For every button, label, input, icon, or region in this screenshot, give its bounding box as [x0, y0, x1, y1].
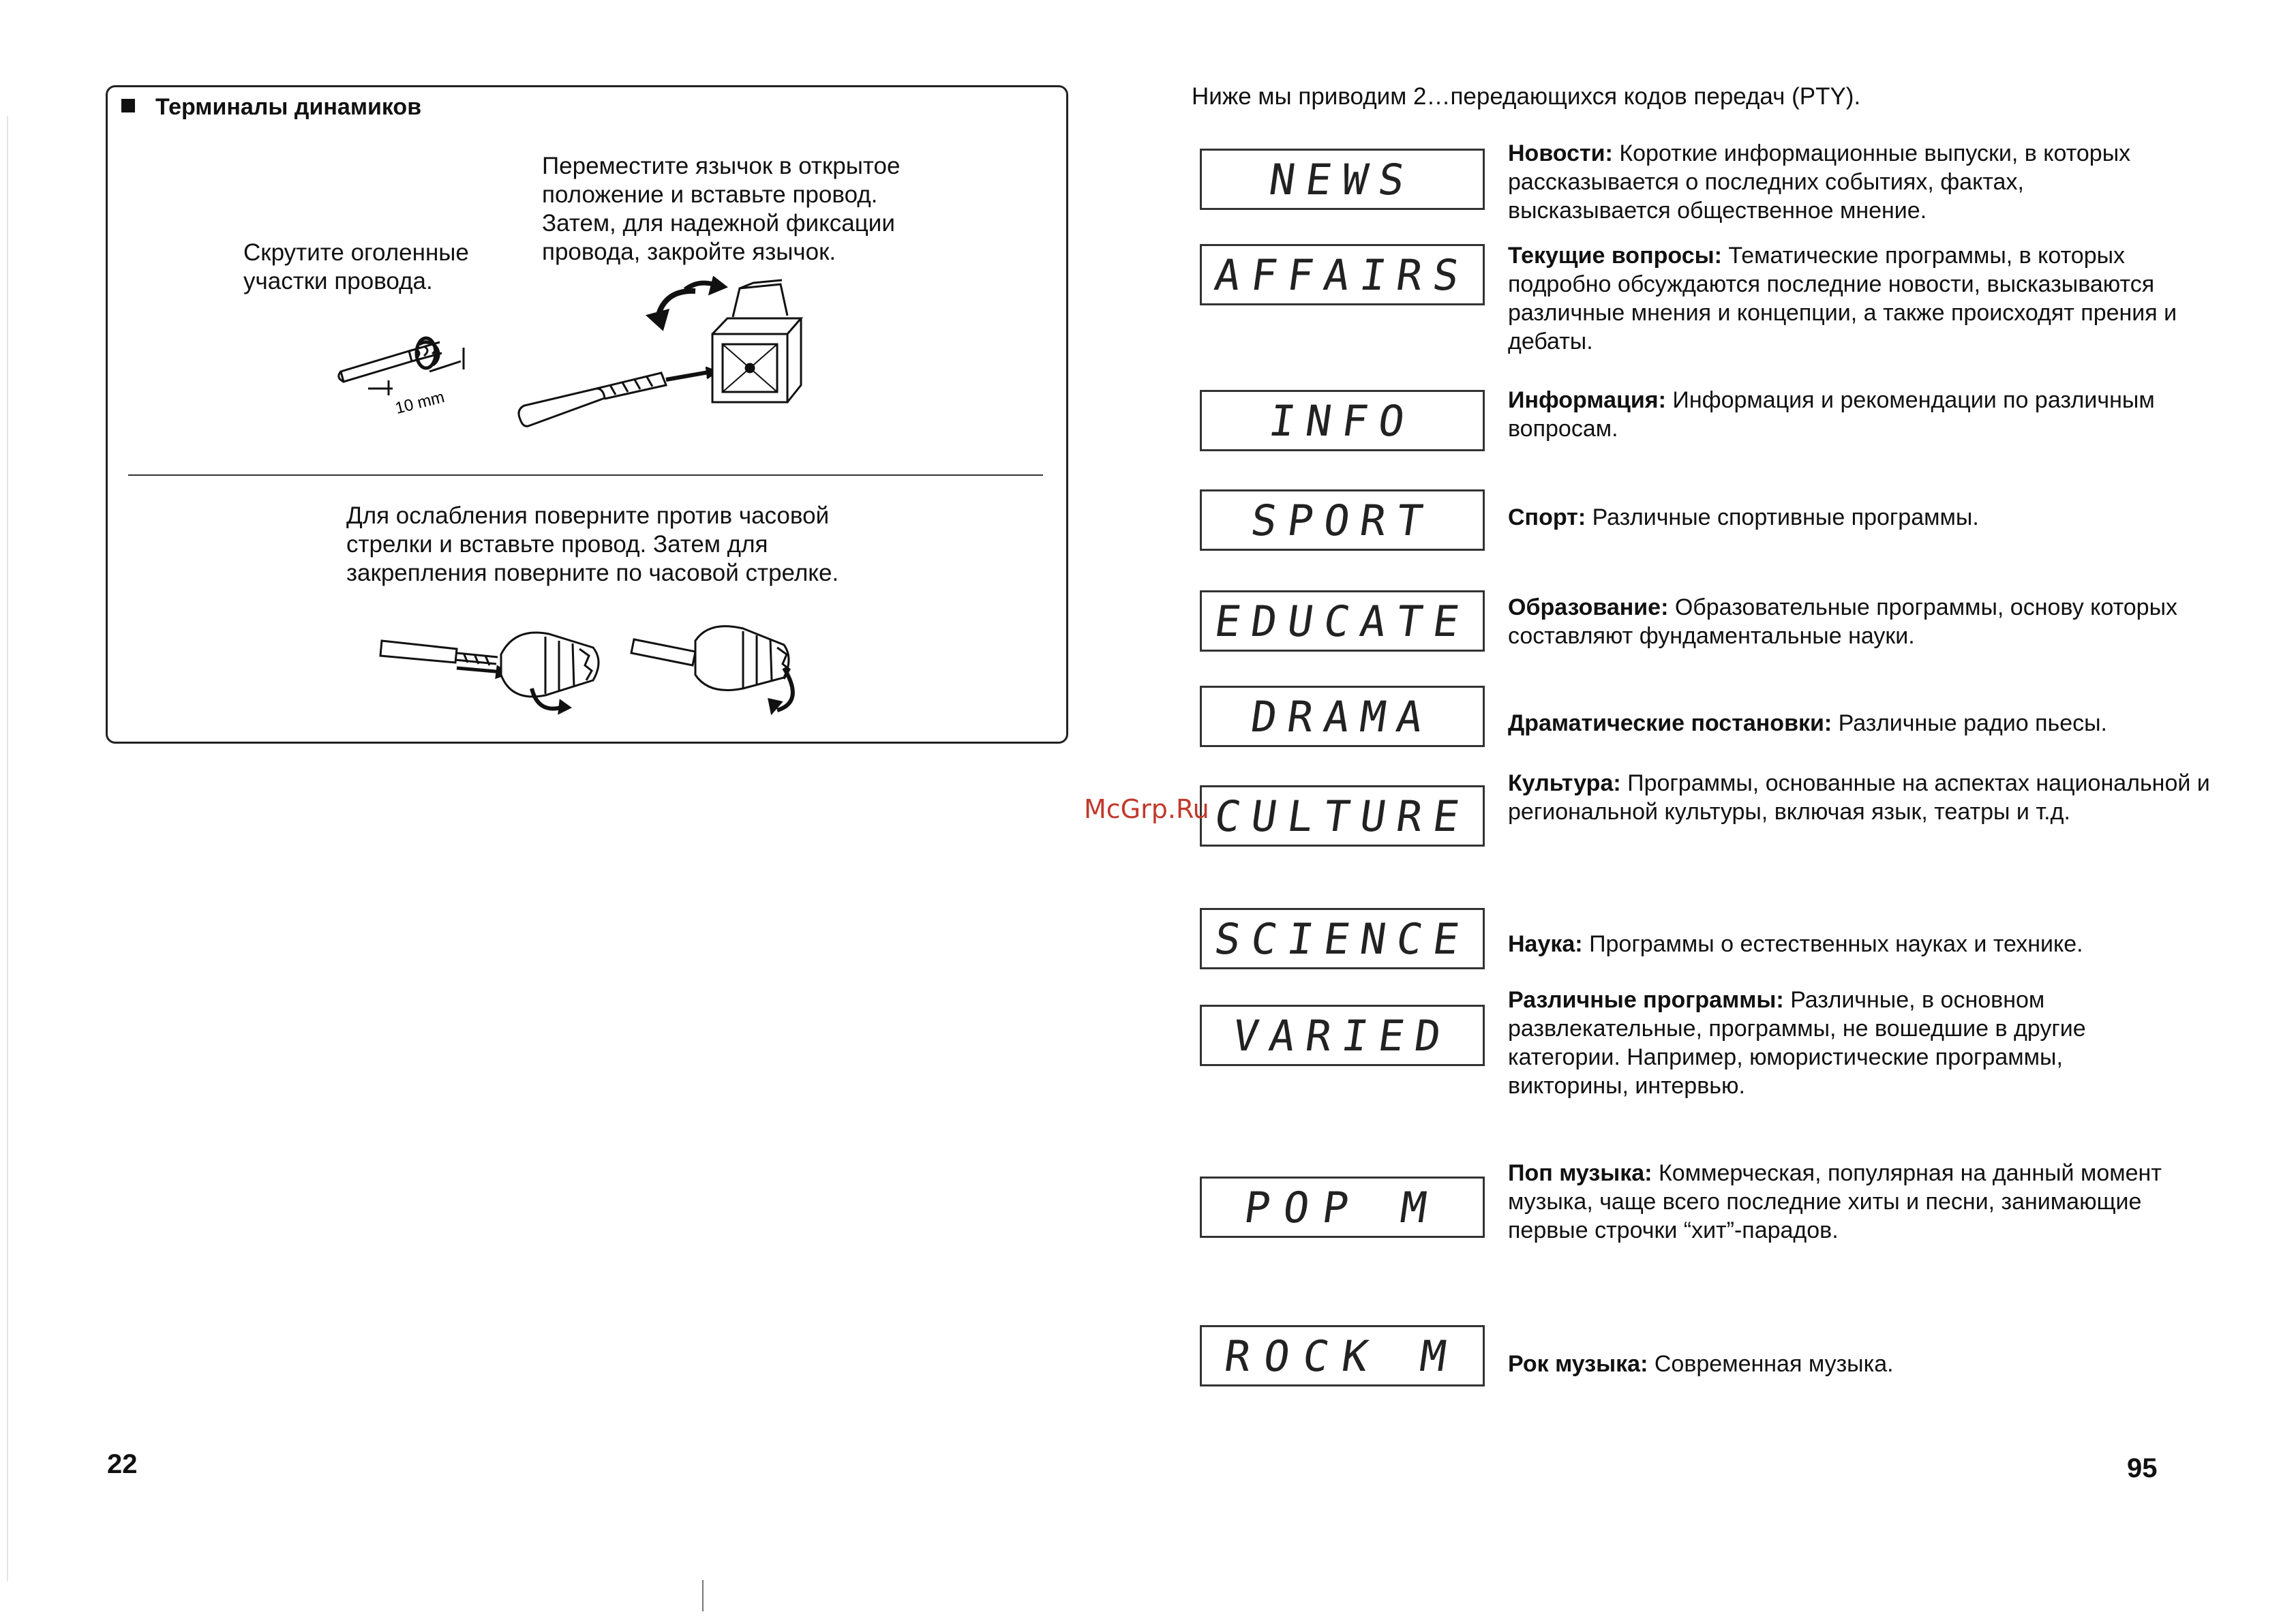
pty-text: Программы, основанные на аспектах национальной и региональной культуры, включая язык, театры и т.д. — [1508, 770, 2210, 825]
pty-description-info — [1508, 386, 2190, 443]
pty-term: Поп музыка: — [1508, 1160, 1652, 1186]
lcd-display-drama — [1200, 686, 1485, 747]
pty-description-pop-m — [1508, 1159, 2190, 1245]
pty-text: Различные спортивные программы. — [1586, 504, 1979, 530]
pty-text: Информация и рекомендации по различным вопросам. — [1508, 387, 2155, 442]
lcd-text: EDUCATE — [1211, 596, 1473, 646]
lcd-text: ROCK M — [1221, 1331, 1464, 1381]
pty-text: Современная музыка. — [1648, 1351, 1894, 1377]
lcd-text: NEWS — [1266, 154, 1419, 204]
watermark: McGrp.Ru — [1084, 794, 1209, 824]
lcd-text: POP M — [1241, 1182, 1444, 1232]
pty-text: Тематические программы, в которых подробно обсуждаются последние новости, высказываются различные мнения и концепции, а также происходят прения и дебаты. — [1508, 243, 2177, 354]
lcd-text: CULTURE — [1211, 791, 1473, 841]
pty-description-news — [1508, 139, 2190, 225]
section-title-text: Терминалы динамиков — [155, 94, 422, 120]
pty-term: Культура: — [1508, 770, 1621, 796]
pty-description-affairs — [1508, 241, 2190, 356]
twisted-wire-illustration — [327, 307, 504, 423]
pty-term: Различные программы: — [1508, 987, 1784, 1013]
pty-term: Текущие вопросы: — [1508, 243, 1722, 269]
dimension-label: 10 mm — [393, 387, 447, 418]
lcd-display-science — [1200, 908, 1485, 969]
lcd-display-news — [1200, 149, 1485, 210]
pty-term: Драматические постановки: — [1508, 710, 1832, 736]
pty-term: Наука: — [1508, 931, 1583, 957]
screw-terminal-illustration — [375, 613, 811, 729]
lcd-display-educate — [1200, 590, 1485, 652]
pty-term: Информация: — [1508, 387, 1666, 413]
lcd-display-varied — [1200, 1005, 1485, 1066]
binding-line — [702, 1580, 704, 1611]
bullet-square-icon — [121, 99, 135, 112]
twist-caption: Скрутите оголенные участки провода. — [243, 239, 469, 294]
pty-description-culture — [1508, 769, 2210, 826]
page-edge-line — [7, 116, 8, 1581]
pty-description-science — [1508, 930, 2258, 958]
pty-description-educate — [1508, 593, 2190, 650]
pty-text: Различные радио пьесы. — [1832, 710, 2108, 736]
lcd-text: AFFAIRS — [1211, 249, 1473, 300]
lcd-text: VARIED — [1229, 1010, 1455, 1061]
pty-term: Новости: — [1508, 140, 1613, 166]
section-title — [121, 94, 421, 121]
lcd-text: SPORT — [1248, 495, 1437, 545]
page-number-right: 95 — [2127, 1453, 2158, 1483]
lcd-text: DRAMA — [1248, 691, 1437, 742]
pty-text: Программы о естественных науках и технике. — [1582, 931, 2083, 957]
pty-intro: Ниже мы приводим 2…передающихся кодов передач (PTY). — [1192, 83, 1861, 110]
page-number-left: 22 — [107, 1449, 138, 1479]
pty-description-sport — [1508, 503, 2190, 532]
pty-term: Рок музыка: — [1508, 1351, 1648, 1377]
pty-description-drama — [1508, 709, 2271, 738]
pty-text: Коммерческая, популярная на данный момент музыка, чаще всего последние хиты и песни, занимающие первые строчки “хит”-парадов. — [1508, 1160, 2162, 1243]
section-divider — [128, 474, 1043, 476]
pty-term: Образование: — [1508, 594, 1669, 620]
pty-text: Различные, в основном развлекательные, программы, не вошедшие в другие категории. Например, юмористические программы, викторины, интервью. — [1508, 987, 2086, 1099]
lcd-display-rock-m — [1200, 1325, 1485, 1386]
lcd-display-affairs — [1200, 244, 1485, 305]
lcd-display-culture — [1200, 785, 1485, 847]
spring-terminal-illustration — [515, 276, 815, 440]
pty-text: Образовательные программы, основу которых составляют фундаментальные науки. — [1508, 594, 2178, 649]
pty-text: Короткие информационные выпуски, в которых рассказывается о последних событиях, фактах, высказывается общественное мнение. — [1508, 140, 2131, 224]
pty-description-varied — [1508, 986, 2190, 1100]
pty-term: Спорт: — [1508, 504, 1586, 530]
move-tab-caption: Переместите язычок в открытое положение и вставьте провод. Затем, для надежной фиксации провода, закройте язычок. — [542, 153, 901, 265]
loosen-caption: Для ослабления поверните против часовой стрелки и вставьте провод. Затем для закрепления поверните по часовой стрелке. — [346, 502, 839, 586]
lcd-text: SCIENCE — [1211, 913, 1473, 964]
lcd-display-sport — [1200, 489, 1485, 551]
lcd-display-info — [1200, 390, 1485, 451]
lcd-display-pop-m — [1200, 1177, 1485, 1238]
pty-description-rock-m — [1508, 1350, 2190, 1378]
lcd-text: INFO — [1266, 395, 1419, 446]
